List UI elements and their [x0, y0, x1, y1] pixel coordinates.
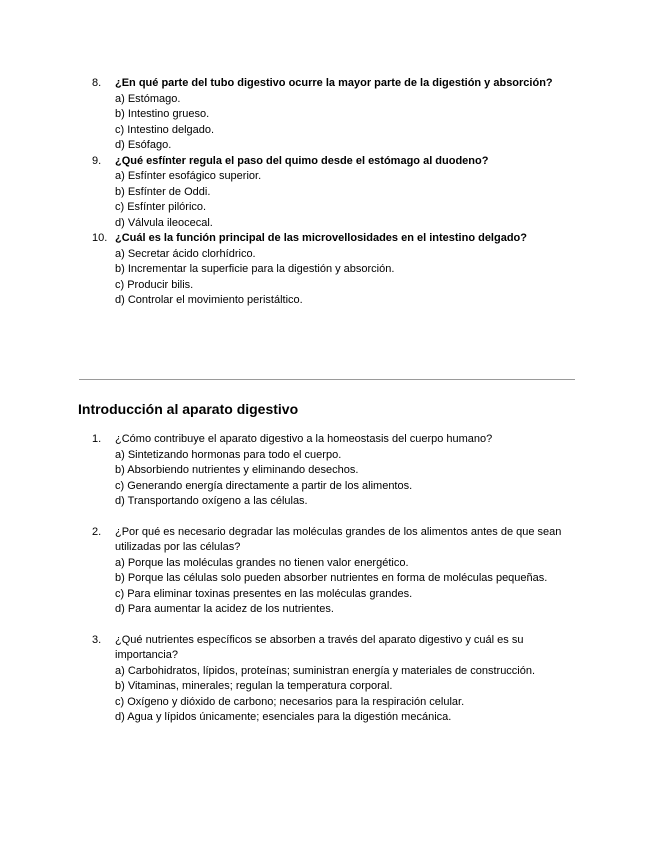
option-c: c) Producir bilis.	[115, 278, 194, 291]
option-b: b) Vitaminas, minerales; regulan la temperatura corporal.	[115, 680, 393, 692]
option-c: c) Esfínter pilórico.	[115, 201, 207, 213]
question-number: 2.	[92, 525, 102, 538]
option-d: d) Controlar el movimiento peristáltico.	[115, 294, 303, 306]
question-text: ¿En qué parte del tubo digestivo ocurre la mayor parte de la digestión y absorción?	[115, 77, 553, 89]
question-list-intro	[0, 432, 655, 741]
option-b: b) Esfínter de Oddi.	[115, 185, 211, 198]
question-text: ¿Qué esfínter regula el paso del quimo desde el estómago al duodeno?	[115, 154, 489, 167]
question-number: 10.	[92, 232, 108, 244]
option-d: d) Válvula ileocecal.	[115, 216, 213, 229]
option-a: a) Esfínter esofágico superior.	[115, 170, 262, 182]
option-c: c) Para eliminar toxinas presentes en las moléculas grandes.	[115, 587, 413, 600]
option-a: a) Secretar ácido clorhídrico.	[115, 247, 256, 260]
option-d: d) Esófago.	[115, 139, 172, 151]
option-a: a) Sintetizando hormonas para todo el cuerpo.	[115, 448, 342, 461]
option-d: d) Agua y lípidos únicamente; esenciales para la digestión mecánica.	[115, 711, 452, 723]
question-text: ¿Cuál es la función principal de las microvellosidades en el intestino delgado?	[115, 232, 527, 244]
question-text: ¿Cómo contribuye el aparato digestivo a la homeostasis del cuerpo humano?	[115, 433, 493, 445]
question-item	[0, 76, 655, 154]
option-c: c) Oxígeno y dióxido de carbono; necesarios para la respiración celular.	[115, 695, 465, 708]
question-list-continued	[0, 76, 655, 309]
question-item	[0, 633, 655, 726]
question-item	[0, 231, 655, 309]
question-item	[0, 525, 655, 618]
option-b: b) Porque las células solo pueden absorber nutrientes en forma de moléculas pequeñas.	[115, 572, 548, 584]
option-b: b) Incrementar la superficie para la digestión y absorción.	[115, 263, 395, 275]
option-b: b) Absorbiendo nutrientes y eliminando desechos.	[115, 464, 359, 476]
question-number: 3.	[92, 633, 102, 646]
option-a: a) Carbohidratos, lípidos, proteínas; suministran energía y materiales de construcción.	[115, 664, 536, 677]
option-b: b) Intestino grueso.	[115, 108, 210, 120]
option-c: c) Intestino delgado.	[115, 123, 215, 136]
option-a: a) Estómago.	[115, 92, 181, 105]
question-text: ¿Por qué es necesario degradar las moléculas grandes de los alimentos antes de que sean utilizadas por las células?	[115, 525, 562, 553]
question-item	[0, 154, 655, 232]
question-number: 9.	[92, 154, 102, 167]
question-number: 8.	[92, 77, 102, 89]
question-number: 1.	[92, 433, 102, 445]
option-c: c) Generando energía directamente a partir de los alimentos.	[115, 479, 413, 492]
option-a: a) Porque las moléculas grandes no tienen valor energético.	[115, 556, 409, 569]
question-text: ¿Qué nutrientes específicos se absorben a través del aparato digestivo y cuál es su importancia?	[115, 633, 524, 661]
option-d: d) Transportando oxígeno a las células.	[115, 495, 308, 507]
option-d: d) Para aumentar la acidez de los nutrientes.	[115, 603, 334, 615]
section-heading: Introducción al aparato digestivo	[78, 401, 299, 417]
question-item	[0, 432, 655, 510]
horizontal-divider	[79, 379, 575, 380]
